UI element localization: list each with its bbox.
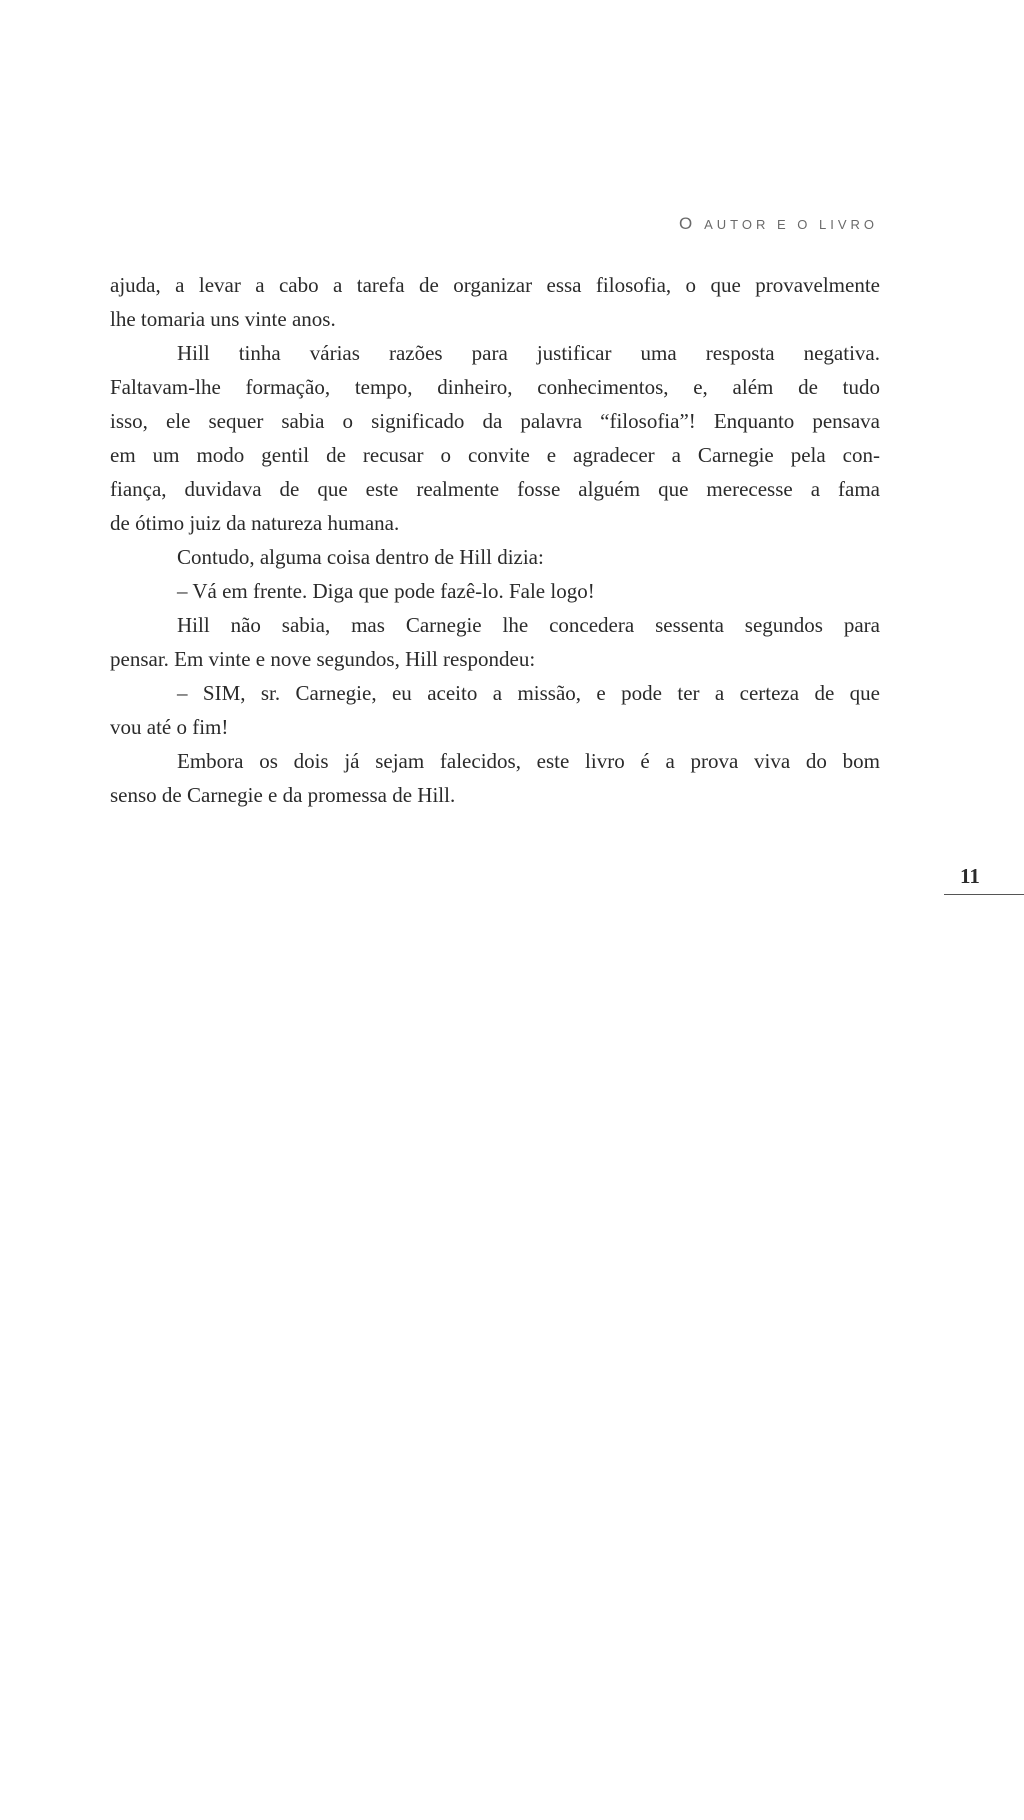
text-line: Embora os dois já sejam falecidos, este livro é a prova viva do bom — [177, 749, 880, 773]
text-line: Faltavam-lhe formação, tempo, dinheiro, conhecimentos, e, além de tudo — [110, 375, 880, 399]
running-head-initial: O — [678, 214, 698, 233]
text-line: Hill não sabia, mas Carnegie lhe concedera sessenta segundos para — [177, 613, 880, 637]
text-line: vou até o fim! — [110, 715, 229, 739]
running-head-title: AUTOR E O LIVRO — [704, 217, 878, 232]
text-line: fiança, duvidava de que este realmente fosse alguém que merecesse a fama — [110, 477, 880, 501]
text-line: isso, ele sequer sabia o significado da palavra “filosofia”! Enquanto pensava — [110, 409, 880, 433]
text-line: ajuda, a levar a cabo a tarefa de organizar essa filosofia, o que provavelmente — [110, 273, 880, 297]
running-head — [679, 214, 878, 234]
text-line: de ótimo juiz da natureza humana. — [110, 511, 400, 535]
text-line: pensar. Em vinte e nove segundos, Hill respondeu: — [110, 647, 536, 671]
text-line: lhe tomaria uns vinte anos. — [110, 307, 336, 331]
text-line: – SIM, sr. Carnegie, eu aceito a missão, e pode ter a certeza de que — [177, 681, 880, 705]
page-number-rule — [944, 894, 1024, 895]
text-line: senso de Carnegie e da promessa de Hill. — [110, 783, 456, 807]
text-line: Contudo, alguma coisa dentro de Hill dizia: — [177, 545, 544, 569]
text-line: – Vá em frente. Diga que pode fazê-lo. Fale logo! — [177, 579, 595, 603]
body-text — [110, 268, 880, 812]
text-line: em um modo gentil de recusar o convite e agradecer a Carnegie pela con- — [110, 443, 880, 467]
page-number: 11 — [960, 864, 980, 888]
text-line: Hill tinha várias razões para justificar uma resposta negativa. — [177, 341, 880, 365]
